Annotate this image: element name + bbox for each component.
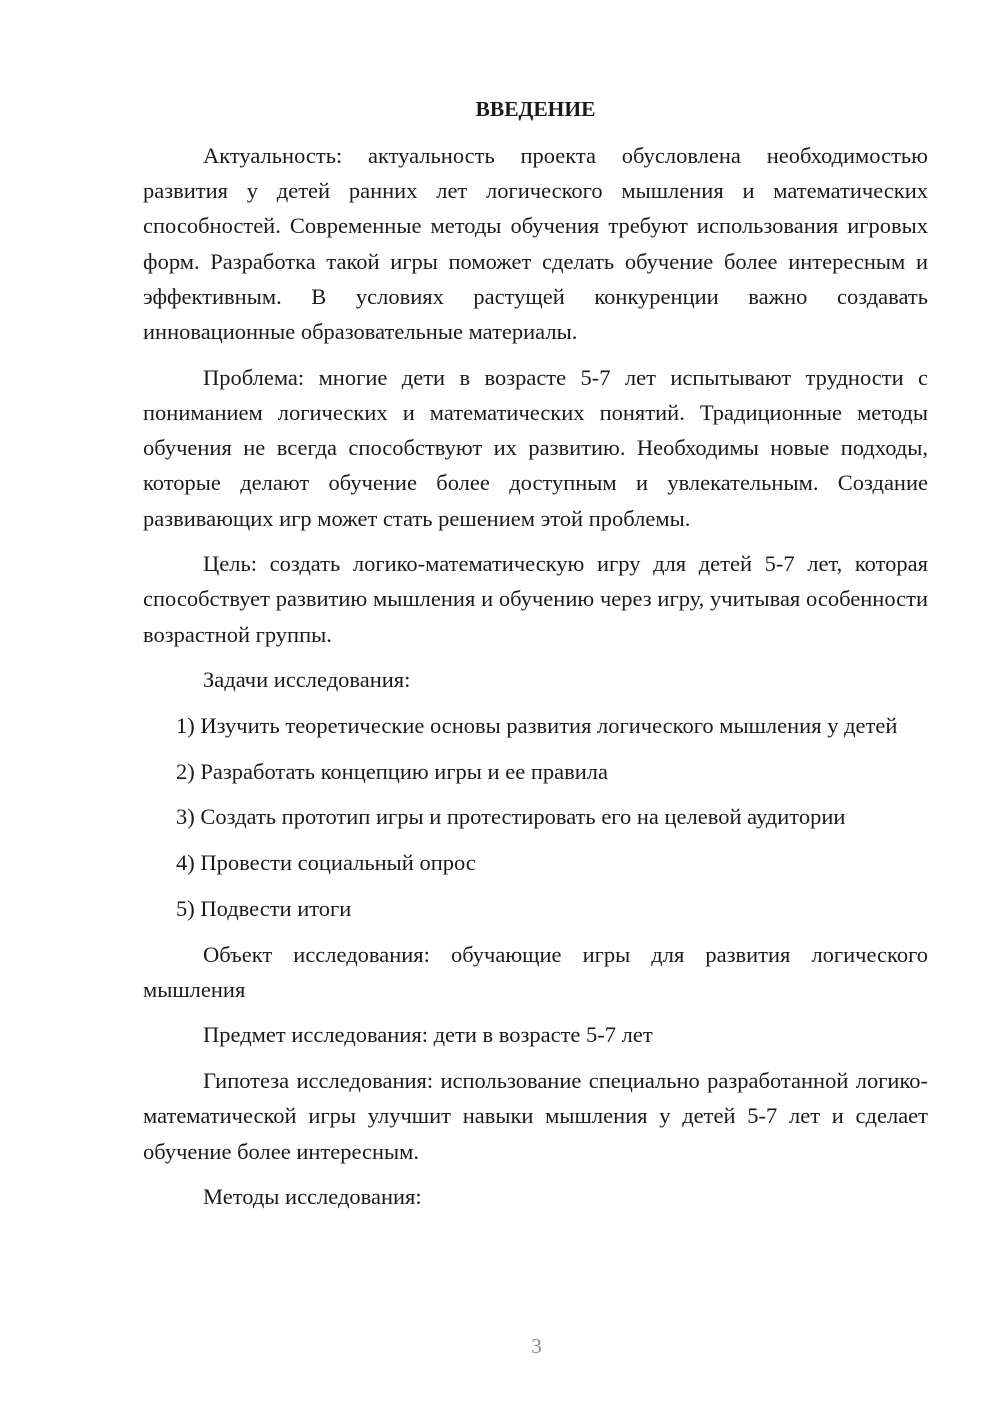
problem-paragraph: Проблема: многие дети в возрасте 5-7 лет испытывают трудности с пониманием логических и математических понятий. Традиционные методы обучения не всегда способствуют их развитию. Необходимы новые подходы, которые делают обучение более доступным и увлекательным. Создание развивающих игр может стать решением этой проблемы. — [143, 364, 928, 531]
subject-paragraph: Предмет исследования: дети в возрасте 5-7 лет — [203, 1022, 653, 1048]
goal-paragraph: Цель: создать логико-математическую игру для детей 5-7 лет, которая способствует развитию мышления и обучению через игру, учитывая особенности возрастной группы. — [143, 551, 928, 647]
page-content — [143, 92, 928, 1225]
task-item-4: 4) Провести социальный опрос — [176, 850, 476, 876]
relevance-paragraph: Актуальность: актуальность проекта обусловлена необходимостью развития у детей ранних лет логического мышления и математических способностей. Современные методы обучения требуют использования игровых форм. Разработка такой игры поможет сделать обучение более интересным и эффективным. В условиях растущей конкуренции важно создавать инновационные образовательные материалы. — [143, 143, 928, 345]
hypothesis-paragraph: Гипотеза исследования: использование специально разработанной логико-математической игры улучшит навыки мышления у детей 5-7 лет и сделает обучение более интересным. — [143, 1068, 928, 1164]
section-heading: ВВЕДЕНИЕ — [475, 97, 596, 121]
task-item-5: 5) Подвести итоги — [176, 895, 352, 921]
page-number: 3 — [531, 1334, 542, 1358]
methods-title: Методы исследования: — [203, 1184, 422, 1210]
tasks-title: Задачи исследования: — [203, 667, 411, 693]
task-item-1: 1) Изучить теоретические основы развития логического мышления у детей — [176, 713, 898, 739]
task-item-3: 3) Создать прототип игры и протестировать его на целевой аудитории — [176, 804, 846, 830]
task-item-2: 2) Разработать концепцию игры и ее правила — [176, 758, 608, 784]
tasks-list — [143, 708, 928, 926]
object-paragraph: Объект исследования: обучающие игры для развития логического мышления — [143, 941, 928, 1002]
